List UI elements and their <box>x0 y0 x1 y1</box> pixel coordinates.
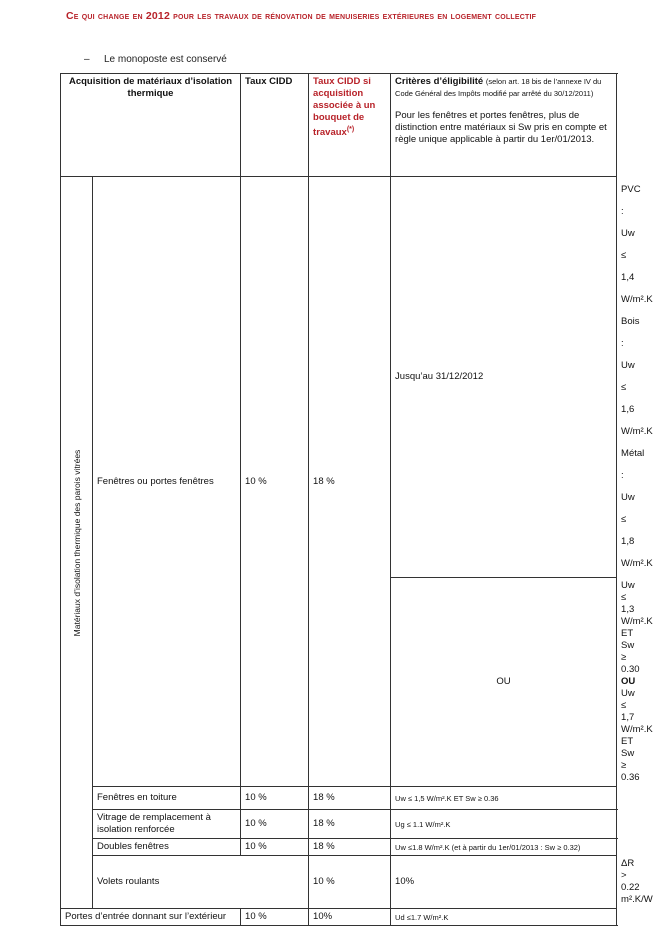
header-criteres-title: Critères d’éligibilité <box>395 76 484 87</box>
row-taux: 10 % <box>241 177 309 787</box>
row-criteria: Ug ≤ 1.1 W/m².K <box>391 810 617 839</box>
table-header-row <box>61 74 617 177</box>
table-row <box>61 909 617 926</box>
ou-cell: OU <box>391 578 617 787</box>
page-title: Ce qui change en 2012 pour les travaux de rénovation de menuiseries extérieures en logement collectif <box>66 10 537 22</box>
row-taux: 10 % <box>309 856 391 909</box>
period-cell: Jusqu’au 31/12/2012 <box>391 177 617 578</box>
row-label: Volets roulants <box>93 856 309 909</box>
row-label: Doubles fenêtres <box>93 839 241 856</box>
eligibility-table <box>60 73 653 926</box>
row-taux: 10 % <box>241 787 309 810</box>
bullet-text: Le monoposte est conservé <box>104 54 227 65</box>
header-taux-bouquet <box>309 74 391 177</box>
table-row <box>61 839 617 856</box>
header-criteres-note: Pour les fenêtres et portes fenêtres, plus de distinction entre matériaux si Sw pris en compte et règle unique applicable à partir du 1er/01/2013. <box>395 110 607 145</box>
row-taux: 10 % <box>241 810 309 839</box>
bullet-dash: – <box>84 54 90 65</box>
row-label: Portes d’entrée donnant sur l’extérieur <box>61 909 241 926</box>
footnote-mark: (*) <box>346 126 355 133</box>
table-row <box>61 787 617 810</box>
header-criteres-ref: (selon art. 18 bis de l’annexe IV du Code Général des Impôts modifié par arrêté du 30/12/2011) <box>395 77 602 98</box>
row-label: Vitrage de remplacement à isolation renforcée <box>93 810 241 839</box>
row-criteria: Ud ≤1.7 W/m².K <box>391 909 617 926</box>
row-bouquet: 10% <box>391 856 617 909</box>
header-taux-bouquet-text: Taux CIDD si acquisition associée à un bouquet de travaux <box>313 76 376 139</box>
table-row: Volets roulants 10 % 10% ΔR > 0.22 m².K/W <box>61 856 617 909</box>
header-criteres <box>391 74 617 177</box>
row-bouquet: 18 % <box>309 810 391 839</box>
table-row-fenetres-b: OU Uw ≤ 1,3 W/m².K ET Sw ≥ 0.30 OU Uw ≤ 1,7 W/m².K ET Sw ≥ 0.36 <box>61 578 617 787</box>
group-label: Matériaux d’isolation thermique des parois vitrées <box>71 449 82 636</box>
row-label: Fenêtres ou portes fenêtres <box>93 177 241 787</box>
row-label: Fenêtres en toiture <box>93 787 241 810</box>
bullet-item <box>84 54 227 65</box>
row-criteria: Uw ≤1.8 W/m².K (et à partir du 1er/01/2013 : Sw ≥ 0.32) <box>391 839 617 856</box>
header-taux-cidd: Taux CIDD <box>241 74 309 177</box>
table-row <box>61 810 617 839</box>
header-acquisition: Acquisition de matériaux d’isolation thermique <box>61 74 241 177</box>
row-bouquet: 18 % <box>309 839 391 856</box>
row-bouquet: 18 % <box>309 787 391 810</box>
group-cell <box>61 177 93 909</box>
row-taux: 10 % <box>241 839 309 856</box>
row-bouquet: 18 % <box>309 177 391 787</box>
row-taux: 10 % <box>241 909 309 926</box>
table-row-fenetres-a: Matériaux d’isolation thermique des parois vitrées Fenêtres ou portes fenêtres 10 % 18 % Jusqu’au 31/12/2012 PVC : Uw ≤ 1,4 W/m².K Bois : Uw ≤ 1,6 W/m².K Métal : Uw ≤ 1,8 W/m².K <box>61 177 617 578</box>
row-criteria: Uw ≤ 1,5 W/m².K ET Sw ≥ 0.36 <box>391 787 617 810</box>
row-bouquet: 10% <box>309 909 391 926</box>
